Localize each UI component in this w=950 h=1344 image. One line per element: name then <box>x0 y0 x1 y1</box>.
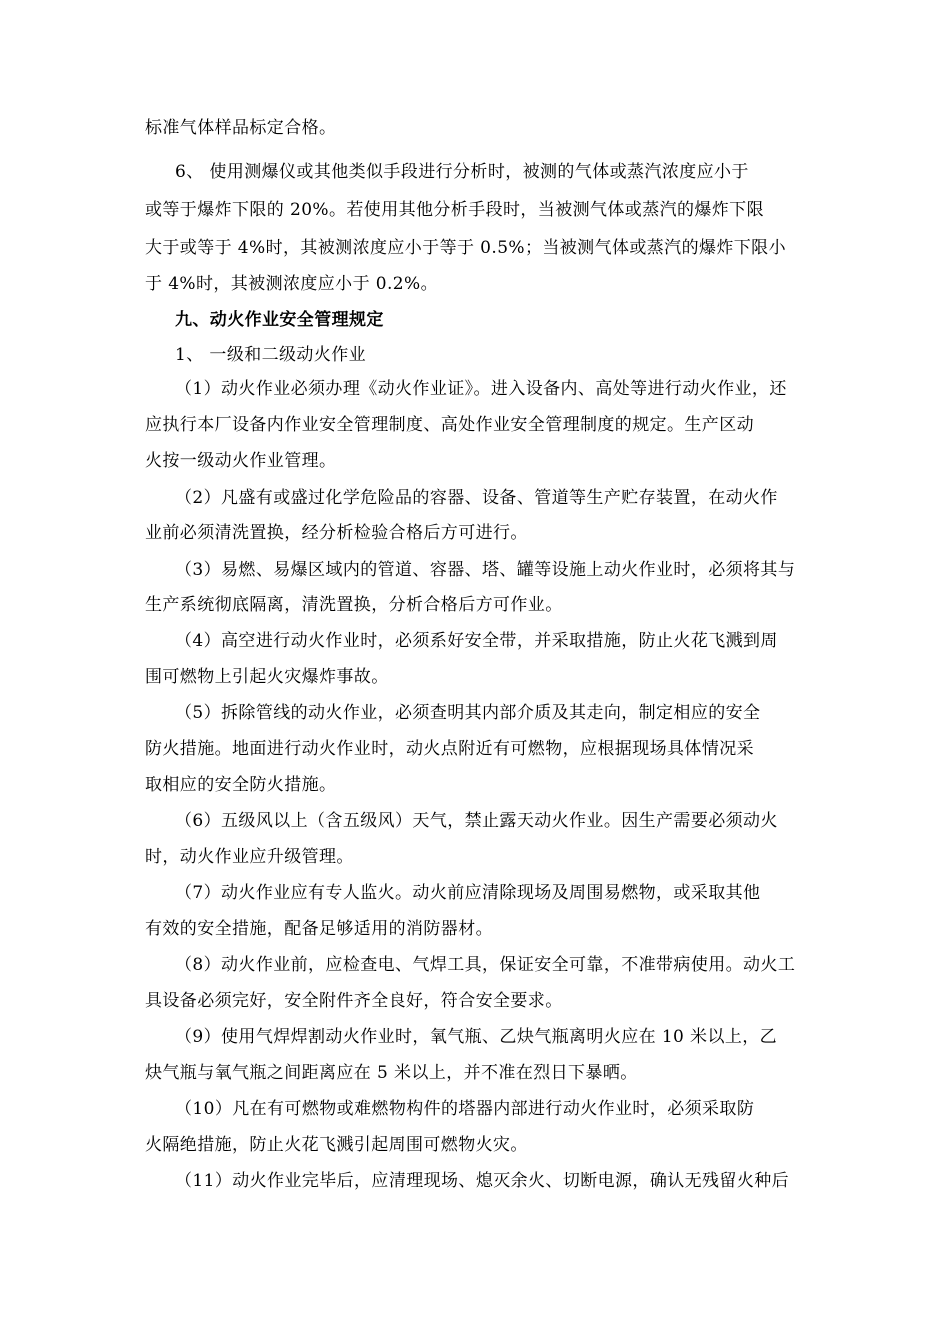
text-line: 防火措施。地面进行动火作业时，动火点附近有可燃物，应根据现场具体情况采 <box>145 739 754 759</box>
text-line: （1）动火作业必须办理《动火作业证》。进入设备内、高处等进行动火作业，还 <box>175 379 787 399</box>
text-line: （10）凡在有可燃物或难燃物构件的塔器内部进行动火作业时，必须采取防 <box>175 1099 755 1119</box>
text-line: 围可燃物上引起火灾爆炸事故。 <box>145 667 389 687</box>
text-line: （7）动火作业应有专人监火。动火前应清除现场及周围易燃物，或采取其他 <box>175 883 761 903</box>
text-line: 大于或等于 4%时，其被测浓度应小于等于 0.5%；当被测气体或蒸汽的爆炸下限小 <box>145 238 786 258</box>
text-line: 火按一级动火作业管理。 <box>145 451 337 471</box>
text-line: （9）使用气焊焊割动火作业时，氧气瓶、乙炔气瓶离明火应在 10 米以上，乙 <box>175 1027 778 1047</box>
text-line: 炔气瓶与氧气瓶之间距离应在 5 米以上，并不准在烈日下暴晒。 <box>145 1063 638 1083</box>
text-line: 或等于爆炸下限的 20%。若使用其他分析手段时，当被测气体或蒸汽的爆炸下限 <box>145 200 764 220</box>
text-line: 具设备必须完好，安全附件齐全良好，符合安全要求。 <box>145 991 563 1011</box>
text-line: 应执行本厂设备内作业安全管理制度、高处作业安全管理制度的规定。生产区动 <box>145 415 754 435</box>
text-line: 生产系统彻底隔离，清洗置换，分析合格后方可作业。 <box>145 595 563 615</box>
text-line: 于 4%时，其被测浓度应小于 0.2%。 <box>145 274 438 294</box>
text-line: （8）动火作业前，应检查电、气焊工具，保证安全可靠，不准带病使用。动火工 <box>175 955 796 975</box>
text-line: 标准气体样品标定合格。 <box>145 118 337 138</box>
text-line: （4）高空进行动火作业时，必须系好安全带，并采取措施，防止火花飞溅到周 <box>175 631 778 651</box>
text-line: 业前必须清洗置换，经分析检验合格后方可进行。 <box>145 523 528 543</box>
text-line: （3）易燃、易爆区域内的管道、容器、塔、罐等设施上动火作业时，必须将其与 <box>175 560 796 580</box>
subsection-heading: 1、 一级和二级动火作业 <box>175 345 367 365</box>
text-line: 时，动火作业应升级管理。 <box>145 847 354 867</box>
text-line: 6、 使用测爆仪或其他类似手段进行分析时，被测的气体或蒸汽浓度应小于 <box>175 162 749 182</box>
text-line: （11）动火作业完毕后，应清理现场、熄灭余火、切断电源，确认无残留火种后 <box>175 1171 790 1191</box>
text-line: （5）拆除管线的动火作业，必须查明其内部介质及其走向，制定相应的安全 <box>175 703 761 723</box>
text-line: 火隔绝措施，防止火花飞溅引起周围可燃物火灾。 <box>145 1135 528 1155</box>
text-line: 取相应的安全防火措施。 <box>145 775 337 795</box>
text-line: （6）五级风以上（含五级风）天气，禁止露天动火作业。因生产需要必须动火 <box>175 811 778 831</box>
text-line: （2）凡盛有或盛过化学危险品的容器、设备、管道等生产贮存装置，在动火作 <box>175 488 778 508</box>
text-line: 有效的安全措施，配备足够适用的消防器材。 <box>145 919 493 939</box>
section-heading: 九、动火作业安全管理规定 <box>175 310 384 330</box>
